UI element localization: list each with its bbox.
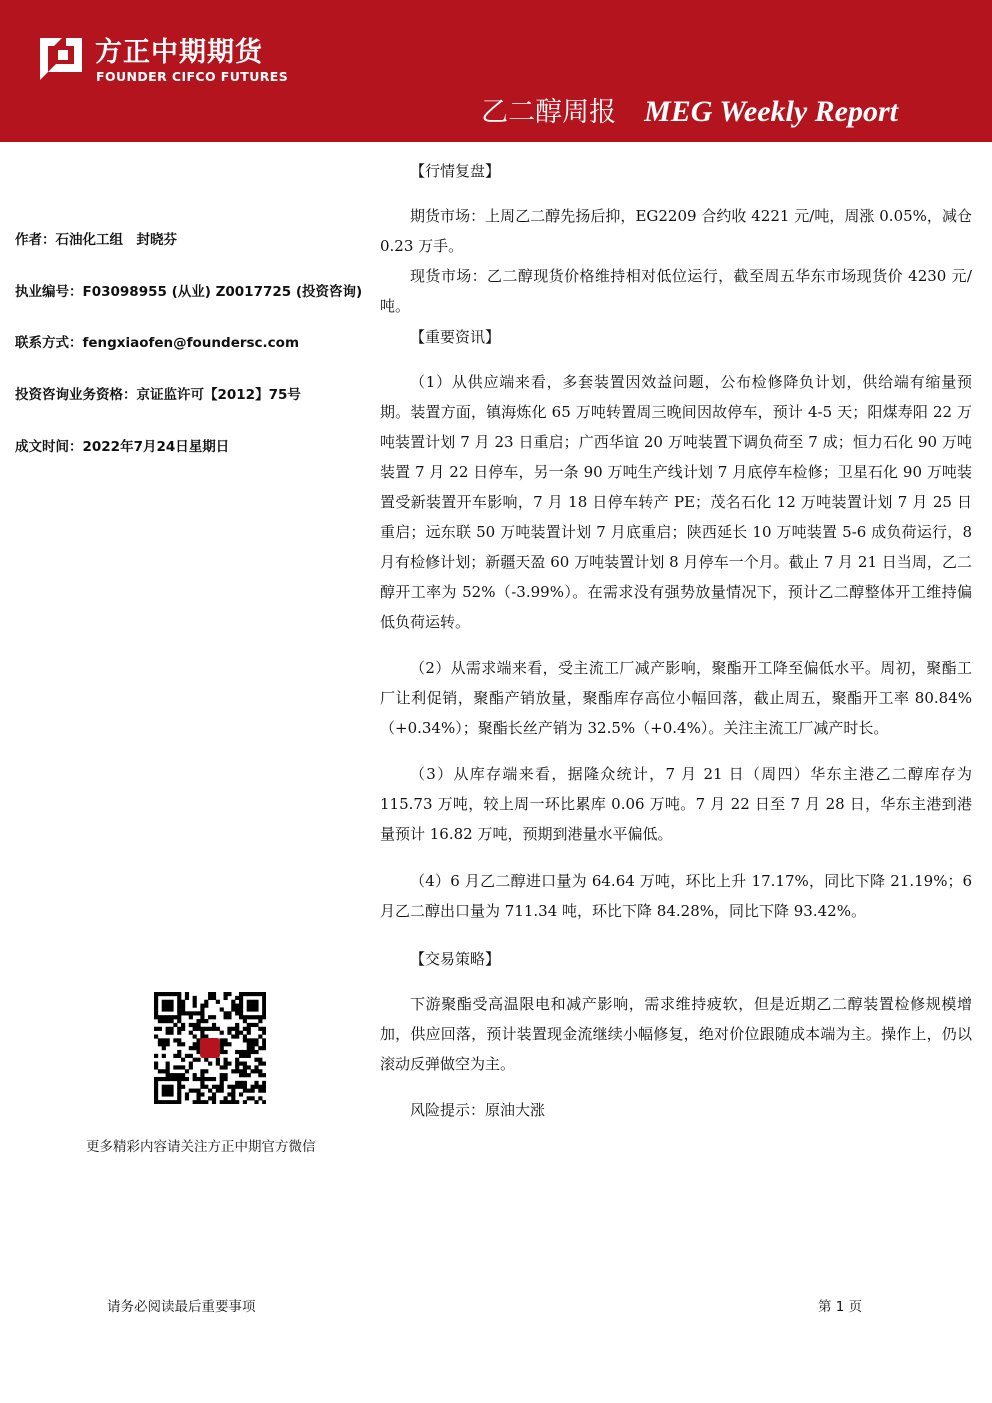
date-label: 成文时间：: [15, 439, 83, 455]
date-value: 2022年7月24日星期日: [82, 439, 230, 455]
news-item-demand: （2）从需求端来看，受主流工厂减产影响，聚酯开工降至偏低水平。周初，聚酯工厂让利促销，聚酯产销放量，聚酯库存高位小幅回落，截止周五，聚酯开工率 80.84%（+0.34%）；聚酯长丝产销为 32.5%（+0.4%）。关注主流工厂减产时长。: [380, 659, 972, 737]
license-line: [15, 280, 362, 300]
footer-notice: 请务必阅读最后重要事项: [107, 1299, 256, 1315]
qualification-label: 投资咨询业务资格：: [15, 387, 137, 403]
section-strategy-title: 【交易策略】: [410, 950, 501, 968]
license-value: F03098955 (从业) Z0017725 (投资咨询): [82, 284, 363, 300]
strategy-paragraph: 下游聚酯受高温限电和减产影响，需求维持疲软，但是近期乙二醇装置检修规模增加，供应回落，预计装置现金流继续小幅修复，绝对价位跟随成本端为主。操作上，仍以滚动反弹做空为主。: [380, 995, 972, 1073]
qualification-value: 京证监许可【2012】75号: [136, 387, 301, 403]
section-news-title: 【重要资讯】: [410, 328, 501, 346]
news-item-supply: （1）从供应端来看，多套装置因效益问题，公布检修降负计划，供给端有缩量预期。装置方面，镇海炼化 65 万吨转置周三晚间因故停车，预计 4-5 天；阳煤寿阳 22 万吨装置计划 7 月 23 日重启；广西华谊 20 万吨装置下调负荷至 7 成；恒力石化 90 万吨装置 7 月 22 日停车，另一条 90 万吨生产线计划 7 月底停车检修；卫星石化 90 万吨装置受新装置开车影响，7 月 18 日停车转产 PE；茂名石化 12 万吨装置计划 7 月 25 日重启；远东联 50 万吨装置计划 7 月底重启；陕西延长 10 万吨装置 5-6 成负荷运行，8 月有检修计划；新疆天盈 60 万吨装置计划 8 月停车一个月。截止 7 月 21 日当周，乙二醇开工率为 52%（-3.99%）。在需求没有强势放量情况下，预计乙二醇整体开工维持偏低负荷运转。: [380, 373, 972, 631]
report-title-cn: 乙二醇周报: [481, 97, 617, 128]
date-line: [15, 435, 229, 455]
header-banner: [0, 0, 992, 142]
news-item-trade: （4）6 月乙二醇进口量为 64.64 万吨，环比上升 17.17%，同比下降 21.19%；6 月乙二醇出口量为 711.34 吨，环比下降 84.28%，同比下降 93.42%。: [380, 872, 972, 920]
author-label: 作者：: [15, 232, 56, 248]
qr-caption: 更多精彩内容请关注方正中期官方微信: [86, 1139, 316, 1155]
section-market-review-title: 【行情复盘】: [410, 162, 501, 180]
contact-email[interactable]: fengxiaofen@foundersc.com: [82, 335, 300, 351]
news-item-inventory: （3）从库存端来看，据隆众统计，7 月 21 日（周四）华东主港乙二醇库存为 115.73 万吨，较上周一环比累库 0.06 万吨。7 月 22 日至 7 月 28 日，华东主港到港量预计 16.82 万吨，预期到港量水平偏低。: [380, 765, 972, 843]
wechat-qr-code-icon: [154, 992, 266, 1104]
author-value: 石油化工组 封晓芬: [55, 232, 177, 248]
risk-warning: 风险提示：原油大涨: [410, 1101, 546, 1119]
spot-market-paragraph: 现货市场：乙二醇现货价格维持相对低位运行，截至周五华东市场现货价 4230 元/吨。: [380, 267, 972, 315]
license-label: 执业编号：: [15, 284, 83, 300]
report-title-en: MEG Weekly Report: [644, 95, 898, 128]
logo-en-text: FOUNDER CIFCO FUTURES: [96, 69, 289, 84]
logo-cn-text: 方正中期期货: [95, 37, 263, 68]
page-number: 第 1 页: [818, 1299, 863, 1315]
qualification-line: [15, 383, 301, 403]
report-title: [481, 90, 898, 129]
contact-label: 联系方式：: [15, 335, 83, 351]
futures-market-paragraph: 期货市场：上周乙二醇先扬后抑，EG2209 合约收 4221 元/吨，周涨 0.05%，减仓 0.23 万手。: [380, 207, 972, 255]
author-line: [15, 228, 177, 248]
founder-logo-icon: [36, 30, 86, 80]
contact-line: [15, 331, 299, 351]
